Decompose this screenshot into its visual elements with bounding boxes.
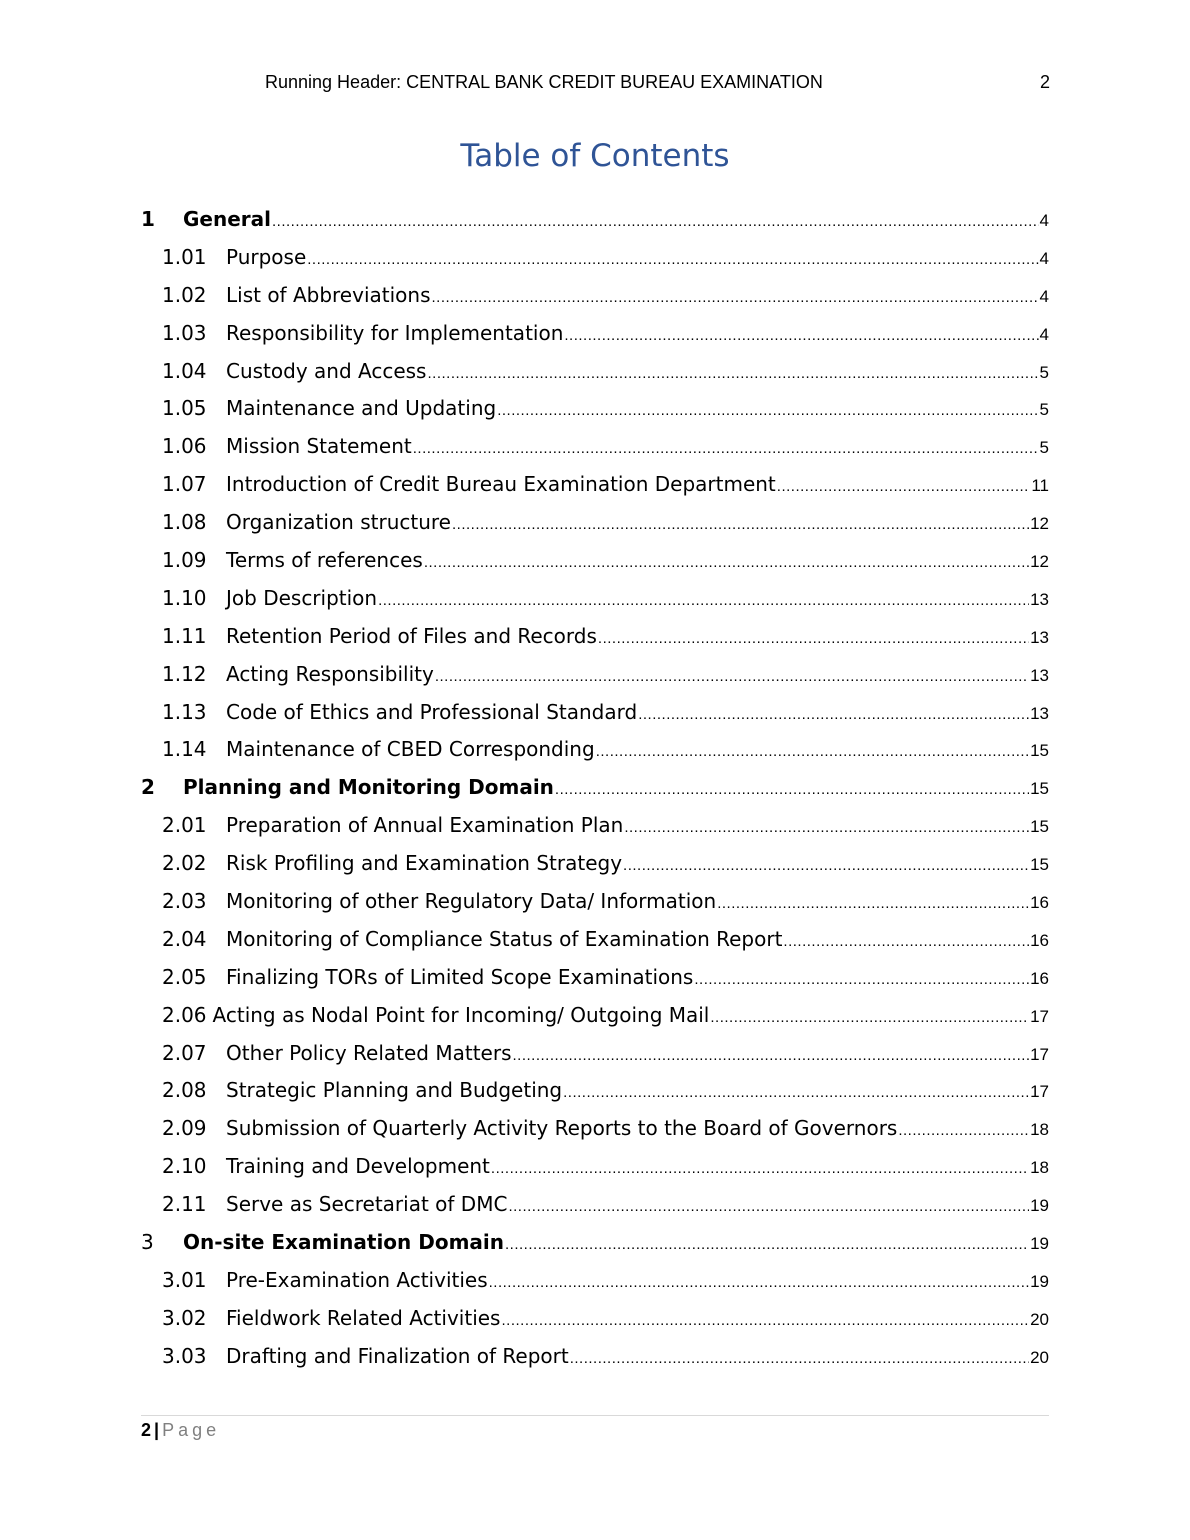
toc-entry-page: 13 <box>1030 665 1049 685</box>
toc-entry-page: 13 <box>1030 589 1049 609</box>
toc-entry-number: 3 <box>141 1230 154 1255</box>
toc-entry-page: 16 <box>1030 968 1049 988</box>
toc-entry-label: Retention Period of Files and Records <box>226 623 597 648</box>
toc-entry[interactable] <box>141 1344 1049 1382</box>
toc-entry-page: 4 <box>1039 324 1049 344</box>
toc-entry[interactable] <box>141 624 1049 662</box>
toc-entry[interactable] <box>141 548 1049 586</box>
toc-entry-page: 19 <box>1030 1196 1049 1216</box>
toc-entry-page: 19 <box>1030 1234 1049 1254</box>
toc-entry[interactable] <box>141 889 1049 927</box>
toc-dot-leader <box>570 1350 1029 1367</box>
toc-entry-label: Code of Ethics and Professional Standard <box>226 699 638 724</box>
toc-dot-leader <box>898 1122 1029 1139</box>
toc-entry-number: 1.13 <box>162 699 207 724</box>
toc-entry-number: 2.07 <box>162 1040 207 1065</box>
toc-entry-number: 1.01 <box>162 244 207 269</box>
toc-dot-leader <box>638 706 1029 723</box>
toc-dot-leader <box>555 781 1029 798</box>
toc-entry-label: Serve as Secretariat of DMC <box>226 1192 508 1217</box>
toc-entry-number: 2.11 <box>162 1192 207 1217</box>
toc-entry-page: 11 <box>1031 476 1049 496</box>
toc-dot-leader <box>489 1274 1029 1291</box>
toc-entry[interactable] <box>141 1192 1049 1230</box>
toc-dot-leader <box>272 213 1039 230</box>
toc-entry-number: 2.05 <box>162 964 207 989</box>
toc-entry-label: Finalizing TORs of Limited Scope Examinations <box>226 964 694 989</box>
toc-entry[interactable] <box>141 1268 1049 1306</box>
toc-entry-page: 5 <box>1039 400 1049 420</box>
toc-entry-label: Maintenance and Updating <box>226 396 497 421</box>
toc-entry-label: Acting Responsibility <box>226 661 434 686</box>
toc-dot-leader <box>505 1236 1029 1253</box>
toc-dot-leader <box>624 819 1029 836</box>
toc-entry-number: 3.03 <box>162 1343 207 1368</box>
toc-entry[interactable] <box>141 434 1049 472</box>
toc-entry-number: 1.05 <box>162 396 207 421</box>
toc-entry-page: 18 <box>1030 1158 1049 1178</box>
toc-entry-label: Custody and Access <box>226 358 427 383</box>
toc-entry-label: Other Policy Related Matters <box>226 1040 512 1065</box>
toc-entry[interactable] <box>141 359 1049 397</box>
toc-entry[interactable] <box>141 1230 1049 1268</box>
toc-entry-number: 1.02 <box>162 282 207 307</box>
toc-entry-label: Risk Profiling and Examination Strategy <box>226 851 623 876</box>
toc-entry[interactable] <box>141 775 1049 813</box>
toc-title: Table of Contents <box>460 138 730 174</box>
toc-entry[interactable] <box>141 737 1049 775</box>
toc-dot-leader <box>777 478 1031 495</box>
toc-entry-page: 17 <box>1030 1006 1049 1026</box>
footer-divider <box>141 1415 1049 1416</box>
toc-entry-number: 2.04 <box>162 926 207 951</box>
toc-entry-page: 20 <box>1030 1309 1049 1329</box>
toc-dot-leader <box>307 251 1038 268</box>
toc-entry[interactable] <box>141 1306 1049 1344</box>
toc-entry[interactable] <box>141 283 1049 321</box>
toc-entry[interactable] <box>141 1078 1049 1116</box>
footer-separator: | <box>154 1420 160 1440</box>
toc-entry-number: 1.10 <box>162 585 207 610</box>
toc-entry-page: 12 <box>1030 514 1049 534</box>
toc-dot-leader <box>435 668 1029 685</box>
toc-entry-page: 19 <box>1030 1271 1049 1291</box>
toc-entry[interactable] <box>141 321 1049 359</box>
page-footer <box>141 1420 220 1441</box>
toc-dot-leader <box>694 971 1029 988</box>
toc-entry-number: 1.03 <box>162 320 207 345</box>
toc-entry-label: General <box>183 207 271 231</box>
toc-dot-leader <box>623 857 1029 874</box>
toc-entry-number: 1.06 <box>162 434 207 459</box>
toc-entry-page: 13 <box>1030 703 1049 723</box>
toc-entry[interactable] <box>141 700 1049 738</box>
toc-dot-leader <box>497 402 1038 419</box>
toc-dot-leader <box>491 1160 1029 1177</box>
toc-entry-number: 1.12 <box>162 661 207 686</box>
toc-entry-number: 2.08 <box>162 1078 207 1103</box>
toc-entry-number: 3.01 <box>162 1267 207 1292</box>
toc-entry-page: 16 <box>1030 930 1049 950</box>
toc-dot-leader <box>710 1009 1029 1026</box>
footer-page-number: 2 <box>141 1420 152 1440</box>
toc-entry-label: Planning and Monitoring Domain <box>183 775 554 800</box>
toc-entry-label: Job Description <box>226 585 378 610</box>
toc-entry-page: 12 <box>1030 552 1049 572</box>
toc-entry[interactable] <box>141 1041 1049 1079</box>
toc-entry-number: 2.03 <box>162 889 207 914</box>
toc-entry[interactable] <box>141 396 1049 434</box>
running-header: Running Header: CENTRAL BANK CREDIT BUREAU EXAMINATION <box>265 72 823 92</box>
toc-entry[interactable] <box>141 662 1049 700</box>
toc-entry[interactable] <box>141 965 1049 1003</box>
toc-entry-page: 15 <box>1030 817 1049 837</box>
footer-page-label: Page <box>162 1420 221 1440</box>
toc-entry-page: 13 <box>1030 627 1049 647</box>
toc-dot-leader <box>427 365 1038 382</box>
toc-entry-label: Training and Development <box>226 1154 490 1179</box>
toc-entry-label: Maintenance of CBED Corresponding <box>226 737 595 762</box>
toc-entry[interactable] <box>141 245 1049 283</box>
toc-entry[interactable] <box>141 927 1049 965</box>
toc-entry-label: Fieldwork Related Activities <box>226 1305 501 1330</box>
toc-dot-leader <box>452 516 1029 533</box>
toc-dot-leader <box>508 1198 1029 1215</box>
toc-entry-number: 3.02 <box>162 1305 207 1330</box>
toc-entry-label: Purpose <box>226 244 307 269</box>
toc-entry-page: 16 <box>1030 893 1049 913</box>
toc-entry-label: Preparation of Annual Examination Plan <box>226 813 624 838</box>
toc-entry-page: 4 <box>1039 211 1049 230</box>
toc-dot-leader <box>513 1047 1030 1064</box>
toc-entry-number: 2.06 <box>162 1002 207 1027</box>
toc-entry-page: 17 <box>1030 1044 1049 1064</box>
toc-dot-leader <box>596 743 1029 760</box>
toc-entry-label: Pre-Examination Activities <box>226 1267 488 1292</box>
toc-entry-label: Acting as Nodal Point for Incoming/ Outgoing Mail <box>212 1002 710 1027</box>
header-page-number: 2 <box>1039 72 1050 92</box>
toc-entry-number: 1 <box>141 207 155 231</box>
toc-entry-label: Organization structure <box>226 510 451 535</box>
toc-entry-page: 5 <box>1039 362 1049 382</box>
toc-entry-page: 15 <box>1030 855 1049 875</box>
toc-entry-number: 1.09 <box>162 548 207 573</box>
toc-entry-label: Submission of Quarterly Activity Reports to the Board of Governors <box>226 1116 898 1141</box>
toc-entry[interactable] <box>141 472 1049 510</box>
toc-entry-page: 4 <box>1039 286 1049 306</box>
toc-entry-number: 1.08 <box>162 510 207 535</box>
toc-entry-page: 4 <box>1039 248 1049 268</box>
toc-entry[interactable] <box>141 1003 1049 1041</box>
toc-entry-page: 15 <box>1030 741 1049 761</box>
toc-entry-page: 5 <box>1039 438 1049 458</box>
toc-entry-number: 1.11 <box>162 623 207 648</box>
toc-entry-number: 1.14 <box>162 737 207 762</box>
toc-entry[interactable] <box>141 851 1049 889</box>
toc-entry-label: List of Abbreviations <box>226 282 431 307</box>
toc-entry-label: Strategic Planning and Budgeting <box>226 1078 563 1103</box>
toc-dot-leader <box>432 289 1039 306</box>
toc-entry-number: 2.10 <box>162 1154 207 1179</box>
toc-entry[interactable] <box>141 813 1049 851</box>
toc-entry[interactable] <box>141 1116 1049 1154</box>
toc-dot-leader <box>564 327 1038 344</box>
toc-entry-page: 17 <box>1030 1082 1049 1102</box>
toc-entry-number: 1.07 <box>162 472 207 497</box>
toc-dot-leader <box>424 554 1029 571</box>
toc-entry[interactable] <box>141 510 1049 548</box>
toc-entry-page: 18 <box>1030 1120 1049 1140</box>
toc-entry-number: 2.02 <box>162 851 207 876</box>
table-of-contents <box>141 207 1049 1382</box>
toc-entry[interactable] <box>141 207 1049 245</box>
toc-entry[interactable] <box>141 586 1049 624</box>
toc-dot-leader <box>413 440 1039 457</box>
toc-entry-label: Mission Statement <box>226 434 412 459</box>
toc-dot-leader <box>598 630 1029 647</box>
toc-entry-label: Monitoring of other Regulatory Data/ Information <box>226 889 717 914</box>
toc-entry-page: 15 <box>1030 779 1049 799</box>
toc-entry-label: Monitoring of Compliance Status of Examination Report <box>226 926 783 951</box>
toc-entry-label: Drafting and Finalization of Report <box>226 1343 569 1368</box>
toc-entry-number: 1.04 <box>162 358 207 383</box>
toc-dot-leader <box>783 933 1029 950</box>
toc-entry-label: Terms of references <box>226 548 423 573</box>
toc-dot-leader <box>378 592 1029 609</box>
toc-entry-number: 2.01 <box>162 813 207 838</box>
toc-entry-label: Introduction of Credit Bureau Examination Department <box>226 472 776 497</box>
toc-entry-number: 2.09 <box>162 1116 207 1141</box>
toc-entry-label: On-site Examination Domain <box>183 1230 505 1255</box>
toc-dot-leader <box>563 1084 1029 1101</box>
toc-entry-page: 20 <box>1030 1347 1049 1367</box>
toc-entry-label: Responsibility for Implementation <box>226 320 564 345</box>
toc-dot-leader <box>501 1312 1029 1329</box>
toc-entry[interactable] <box>141 1154 1049 1192</box>
toc-dot-leader <box>717 895 1029 912</box>
toc-entry-number: 2 <box>141 775 155 800</box>
